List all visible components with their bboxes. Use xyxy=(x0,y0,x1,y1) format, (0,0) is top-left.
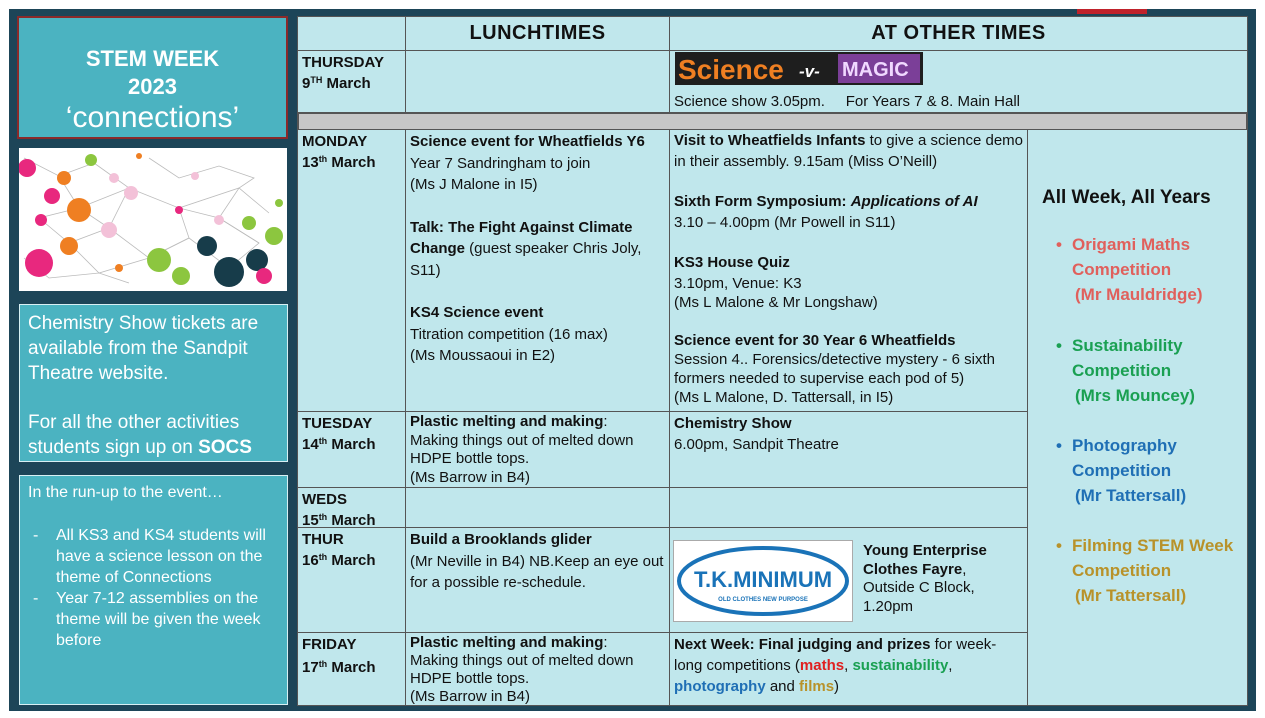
accent-bar xyxy=(1077,9,1147,14)
all-week-cell xyxy=(1027,129,1248,706)
day-label: THURSDAY xyxy=(302,54,384,71)
clothes-fayre-text: Young Enterprise Clothes Fayre, Outside C Block, 1.20pm xyxy=(863,542,987,615)
day-label: THUR xyxy=(302,531,344,548)
logo-magic-text: MAGIC xyxy=(842,59,909,81)
day-label: WEDS xyxy=(302,491,347,508)
event-title: Science event for 30 Year 6 Wheatfields xyxy=(674,331,956,349)
event-detail: 3.10pm, Venue: K3 xyxy=(674,274,802,292)
event-detail: (Ms Moussaoui in E2) xyxy=(410,347,556,364)
event-detail: Year 7 Sandringham to join xyxy=(410,154,591,172)
other-cell-monday xyxy=(669,129,1028,412)
lunch-cell-thursday xyxy=(405,50,670,113)
network-dots-image xyxy=(19,148,287,291)
logo-tk-text: T.K.MINIMUM xyxy=(693,567,833,592)
event-title: Chemistry Show xyxy=(674,415,792,432)
runup-info-box xyxy=(19,475,288,705)
all-week-title: All Week, All Years xyxy=(1042,187,1211,208)
lunch-cell-thur xyxy=(405,527,670,633)
event-detail: 3.10 – 4.00pm (Mr Powell in S11) xyxy=(674,213,896,231)
lunch-cell-weds xyxy=(405,487,670,528)
signup-prefix: For all the other activities students sign up on xyxy=(28,412,240,458)
date-label: 16th March xyxy=(302,552,376,569)
competition-filming: • Filming STEM Week Competition (Mr Tattersall) xyxy=(1056,536,1234,605)
event-detail: Making things out of melted down HDPE bottle tops. xyxy=(410,431,634,467)
other-cell-weds xyxy=(669,487,1028,528)
event-detail: (Ms Barrow in B4) xyxy=(410,468,531,486)
day-label: TUESDAY xyxy=(302,415,373,432)
event-talk: Talk: The Fight Against Climate Change (guest speaker Chris Joly, S11) xyxy=(410,218,642,279)
event-title: Build a Brooklands glider xyxy=(410,531,592,548)
event-detail: (Ms L Malone, D. Tattersall, in I5) xyxy=(674,388,894,406)
competition-origami: • Origami Maths Competition (Mr Mauldridge) xyxy=(1056,235,1203,304)
stem-week-title-box xyxy=(17,16,288,139)
science-v-magic-logo xyxy=(675,52,923,85)
day-cell-weds xyxy=(297,487,406,528)
event-detail: (Ms Barrow in B4) xyxy=(410,688,531,705)
week-divider xyxy=(298,113,1247,130)
date-label: 13th March xyxy=(302,154,376,171)
event-detail: (Ms L Malone & Mr Longshaw) xyxy=(674,293,878,311)
science-show-text: Science show 3.05pm. For Years 7 & 8. Main Hall xyxy=(674,93,1021,110)
logo-tk-sub: OLD CLOTHES NEW PURPOSE xyxy=(718,597,808,603)
date-label: 17th March xyxy=(302,659,376,676)
runup-intro: In the run-up to the event… xyxy=(28,484,223,501)
title-line-1: STEM WEEK xyxy=(85,46,220,71)
competition-photography: • Photography Competition (Mr Tattersall) xyxy=(1056,436,1187,505)
runup-item: - All KS3 and KS4 students will have a science lesson on the theme of Connections xyxy=(28,525,279,588)
logo-v-text: -v- xyxy=(799,62,820,81)
title-line-3: ‘connections’ xyxy=(65,101,240,134)
runup-item: - Year 7-12 assemblies on the theme will be given the week before xyxy=(28,588,279,651)
day-cell-thur xyxy=(297,527,406,633)
lunch-cell-friday xyxy=(405,632,670,706)
lunch-cell-monday xyxy=(405,129,670,412)
runup-list xyxy=(28,525,279,651)
header-other-times: AT OTHER TIMES xyxy=(669,16,1248,51)
event-visit: Visit to Wheatfields Infants to give a science demo in their assembly. 9.15am (Miss O’Neill) xyxy=(674,132,1024,170)
header-lunchtimes: LUNCHTIMES xyxy=(405,16,670,51)
competition-sustainability: • Sustainability Competition (Mrs Mouncey) xyxy=(1056,336,1195,405)
other-cell-tuesday xyxy=(669,411,1028,488)
event-detail: Making things out of melted down HDPE bottle tops. xyxy=(410,652,634,687)
event-detail: (Ms J Malone in I5) xyxy=(410,176,538,193)
day-label: FRIDAY xyxy=(302,636,357,653)
date-label: 15th March xyxy=(302,512,376,528)
date-label: 14th March xyxy=(302,436,376,453)
event-detail: 6.00pm, Sandpit Theatre xyxy=(674,436,839,453)
tk-minimum-logo xyxy=(673,540,853,622)
socs-label: SOCS xyxy=(198,437,252,458)
tickets-info-box xyxy=(19,304,288,462)
other-cell-friday xyxy=(669,632,1028,706)
signup-text xyxy=(28,410,279,460)
lunch-cell-tuesday xyxy=(405,411,670,488)
event-title: Science event for Wheatfields Y6 xyxy=(410,133,645,150)
event-title: Plastic melting and making: xyxy=(410,634,608,651)
event-title: Plastic melting and making: xyxy=(410,413,608,430)
logo-science-text: Science xyxy=(678,54,784,85)
event-detail: Session 4.. Forensics/detective mystery - 6 sixth formers needed to supervise each pod of 5) xyxy=(674,350,995,387)
event-symposium: Sixth Form Symposium: Applications of AI xyxy=(674,193,978,210)
date-label: 9TH March xyxy=(302,75,371,92)
next-week-text: Next Week: Final judging and prizes for week-long competitions (maths, sustainability, photography and films) xyxy=(674,636,997,695)
day-cell-tuesday xyxy=(297,411,406,488)
event-title: KS4 Science event xyxy=(410,304,544,321)
tickets-text: Chemistry Show tickets are available from the Sandpit Theatre website. xyxy=(28,313,259,384)
day-cell-thursday xyxy=(297,50,406,113)
day-label: MONDAY xyxy=(302,133,368,150)
header-blank-cell xyxy=(297,16,406,51)
day-cell-monday xyxy=(297,129,406,412)
event-detail: Titration competition (16 max) xyxy=(410,325,608,343)
day-cell-friday xyxy=(297,632,406,706)
event-detail: (Mr Neville in B4) NB.Keep an eye out for a possible re-schedule. xyxy=(410,552,664,591)
event-title: KS3 House Quiz xyxy=(674,254,790,271)
title-line-2: 2023 xyxy=(128,74,177,99)
